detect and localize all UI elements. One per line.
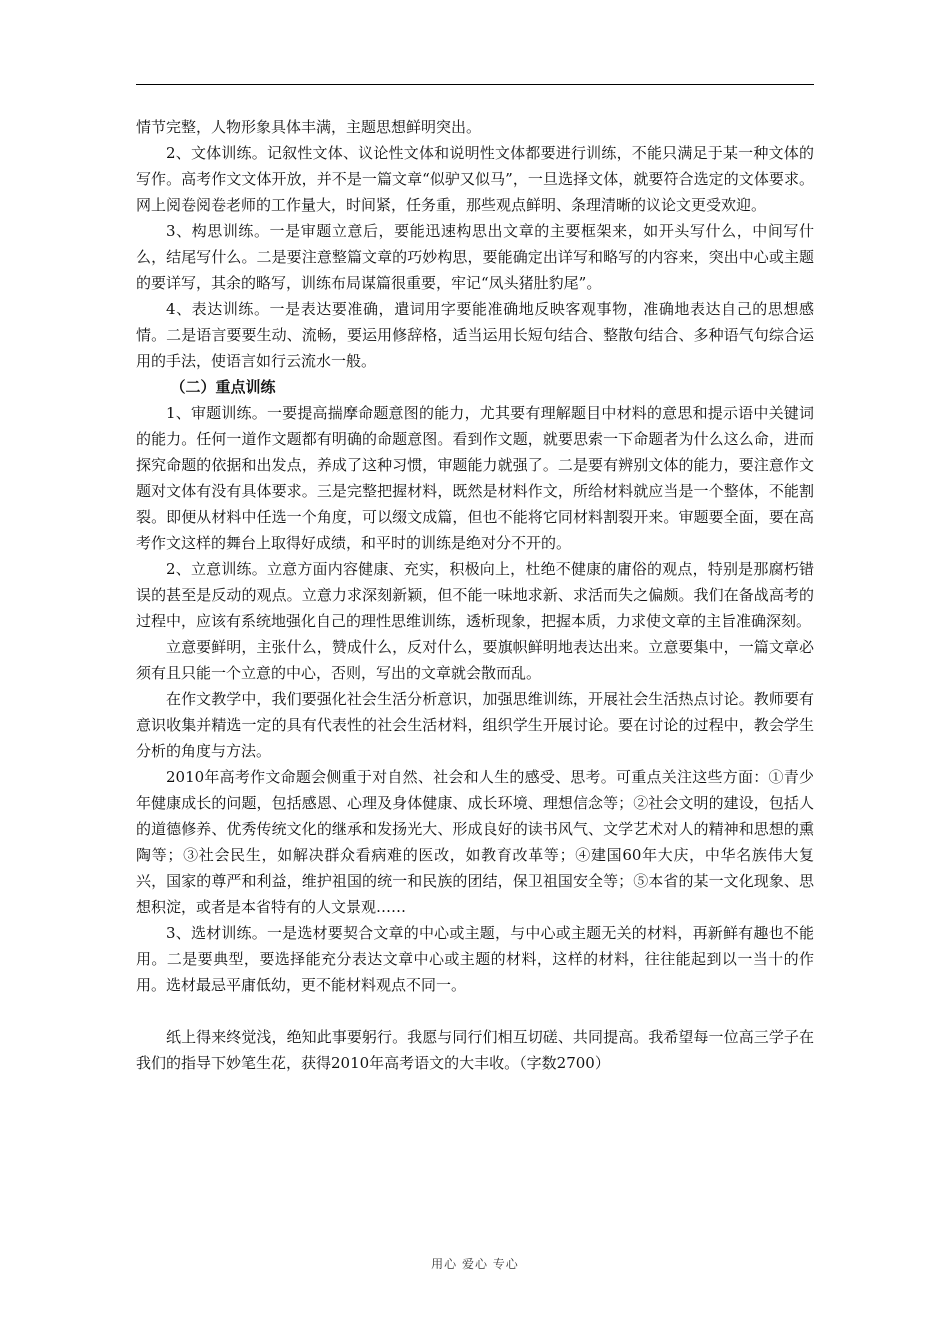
- paragraph-teaching-practice: 在作文教学中，我们要强化社会生活分析意识，加强思维训练，开展社会生活热点讨论。教师要有意识收集并精选一定的具有代表性的社会生活材料，组织学生开展讨论。要在讨论的过程中，教会学生分析的角度与方法。: [136, 690, 814, 760]
- paragraph-expression-training: 4、表达训练。一是表达要准确，遣词用字要能准确地反映客观事物，准确地表达自己的思想感情。二是语言要要生动、流畅，要运用修辞格，适当运用长短句结合、整散句结合、多种语气句综合运用的手法，使语言如行云流水一般。: [136, 300, 814, 370]
- paragraph-theme-training: 2、立意训练。立意方面内容健康、充实，积极向上，杜绝不健康的庸俗的观点，特别是那腐朽错误的甚至是反动的观点。立意力求深刻新颖，但不能一味地求新、求活而失之偏颇。我们在备战高考的过程中，应该有系统地强化自己的理性思维训练，透析现象，把握本质，力求使文章的主旨准确深刻。: [136, 560, 814, 630]
- paragraph-topic-review-training: 1、审题训练。一要提高揣摩命题意图的能力，尤其要有理解题目中材料的意思和提示语中关键词的能力。任何一道作文题都有明确的命题意图。看到作文题，就要思索一下命题者为什么这么命，进而探究命题的依据和出发点，养成了这种习惯，审题能力就强了。二是要有辨别文体的能力，要注意作文题对文体有没有具体要求。三是完整把握材料，既然是材料作文，所给材料就应当是一个整体，不能割裂。即便从材料中任选一个角度，可以缀文成篇，但也不能将它同材料割裂开来。审题要全面，要在高考作文这样的舞台上取得好成绩，和平时的训练是绝对分不开的。: [136, 404, 814, 552]
- paragraph-2010-topics: 2010年高考作文命题会侧重于对自然、社会和人生的感受、思考。可重点关注这些方面：①青少年健康成长的问题，包括感恩、心理及身体健康、成长环境、理想信念等；②社会文明的建设，包括人的道德修养、优秀传统文化的继承和发扬光大、形成良好的读书风气、文学艺术对人的精神和思想的熏陶等；③社会民生，如解决群众看病难的医改，如教育改革等；④建国60年大庆，中华名族伟大复兴，国家的尊严和利益，维护祖国的统一和民族的团结，保卫祖国安全等；⑤本省的某一文化现象、思想积淀，或者是本省特有的人文景观……: [136, 768, 814, 916]
- paragraph-structure-training: 3、构思训练。一是审题立意后，要能迅速构思出文章的主要框架来，如开头写什么，中间写什么，结尾写什么。二是要注意整篇文章的巧妙构思，要能确定出详写和略写的内容来，突出中心或主题的要详写，其余的略写，训练布局谋篇很重要，牢记“凤头猪肚豹尾”。: [136, 222, 814, 292]
- paragraph-continuation: 情节完整，人物形象具体丰满，主题思想鲜明突出。: [136, 118, 482, 136]
- section-heading: （二）重点训练: [170, 378, 276, 396]
- blank-line: [136, 998, 814, 1024]
- page-footer: 用心 爱心 专心: [431, 1257, 519, 1271]
- document-body: [136, 114, 814, 1076]
- paragraph-material-training: 3、选材训练。一是选材要契合文章的中心或主题，与中心或主题无关的材料，再新鲜有趣也不能用。二是要典型，要选择能充分表达文章中心或主题的材料，这样的材料，往往能起到以一当十的作用。选材最忌平庸低幼，更不能材料观点不同一。: [136, 924, 814, 994]
- paragraph-closing: 纸上得来终觉浅，绝知此事要躬行。我愿与同行们相互切磋、共同提高。我希望每一位高三学子在我们的指导下妙笔生花，获得2010年高考语文的大丰收。（字数2700）: [136, 1028, 814, 1072]
- paragraph-theme-clarity: 立意要鲜明，主张什么，赞成什么，反对什么，要旗帜鲜明地表达出来。立意要集中，一篇文章必须有且只能一个立意的中心，否则，写出的文章就会散而乱。: [136, 638, 814, 682]
- header-rule: [136, 84, 814, 85]
- paragraph-genre-training: 2、文体训练。记叙性文体、议论性文体和说明性文体都要进行训练，不能只满足于某一种文体的写作。高考作文文体开放，并不是一篇文章“似驴又似马”，一旦选择文体，就要符合选定的文体要求。网上阅卷阅卷老师的工作量大，时间紧，任务重，那些观点鲜明、条理清晰的议论文更受欢迎。: [136, 144, 814, 214]
